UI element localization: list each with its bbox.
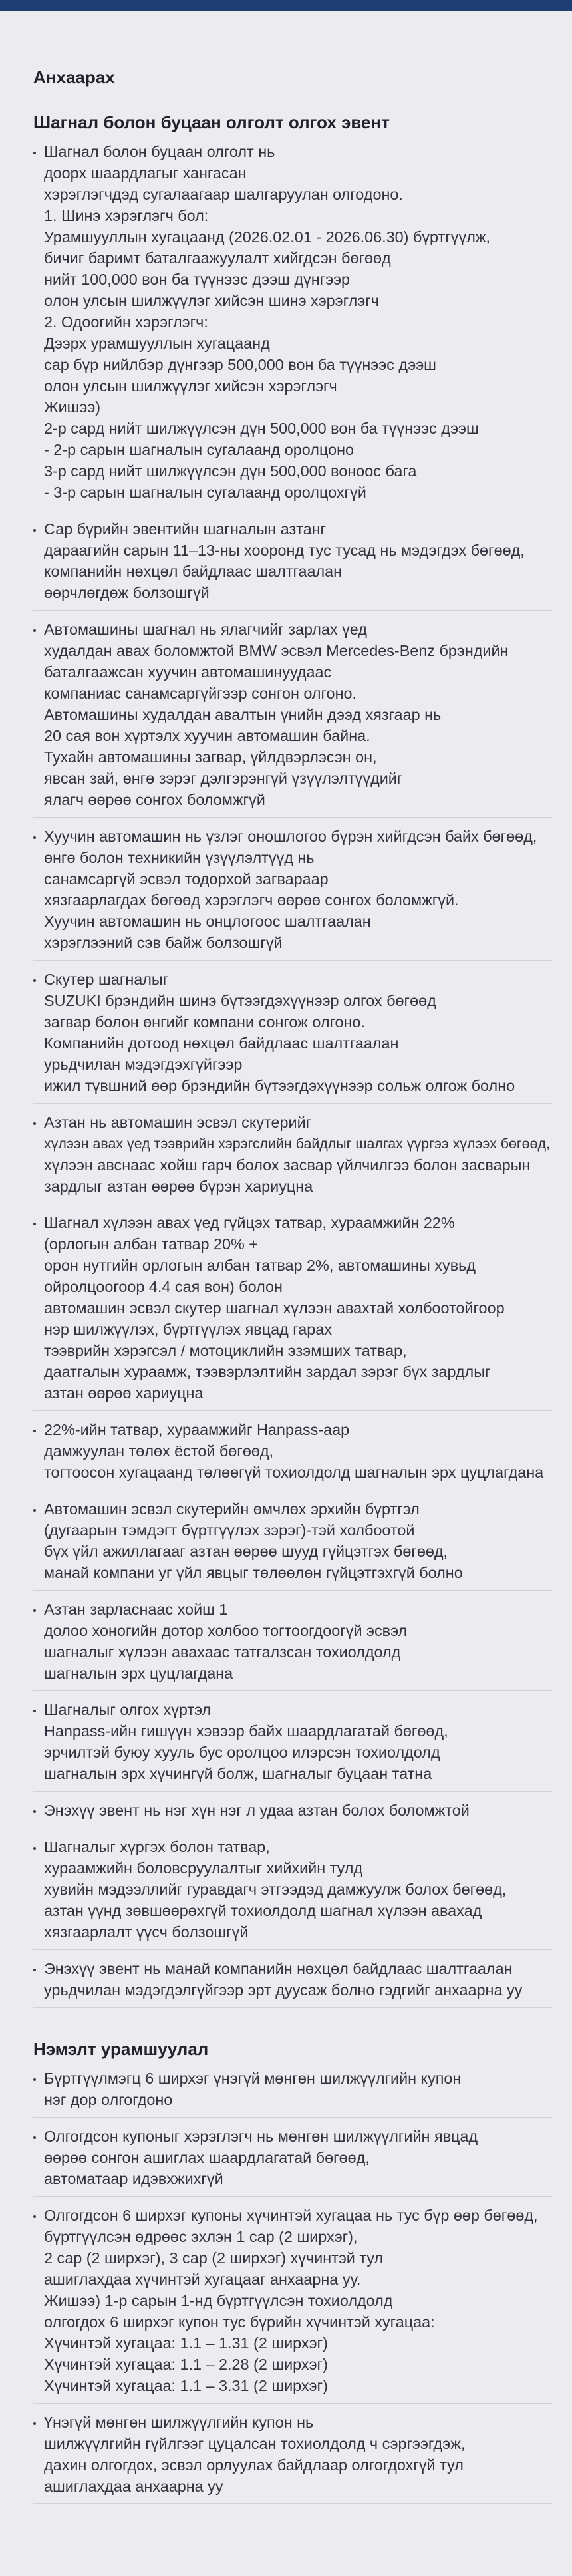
list-item-text-line: компанийн нөхцөл байдлаас шалтгаалан	[44, 563, 343, 580]
list-item	[33, 2205, 552, 2404]
list-item-text-line: ойролцоогоор 4.4 сая вон) болон	[44, 1278, 283, 1295]
list-item-text-line: урьдчилан мэдэгдэлгүйгээр эрт дуусаж болно гэдгийг анхаарна уу	[44, 1981, 523, 1999]
list-item-text-line: хураамжийн боловсруулалтыг хийхийн тулд	[44, 1859, 363, 1877]
list-item-text-line: бүх үйл ажиллагааг азтан өөрөө шууд гүйцэтгэх бөгөөд,	[44, 1543, 448, 1560]
notice-sections	[33, 112, 552, 2504]
list-item-text-line: ижил түвшний өөр брэндийн бүтээгдэхүүнээр сольж олгож болно	[44, 1077, 515, 1094]
list-item-text-line: Скутер шагналыг	[44, 971, 169, 988]
list-item-text-line: Шагналыг хүргэх болон татвар,	[44, 1838, 270, 1855]
list-item	[33, 1419, 552, 1490]
list-item-text-line: хувийн мэдээллийг гуравдагч этгээдэд дамжуулж болох бөгөөд,	[44, 1881, 507, 1898]
list-item-text-line: эрчилтэй буюу хууль бус оролцоо илэрсэн тохиолдолд	[44, 1744, 440, 1761]
list-item-text-line: Бүртгүүлмэгц 6 ширхэг үнэгүй мөнгөн шилжүүлгийн купон	[44, 2070, 462, 2087]
list-item-text-line: хүлээн авснаас хойш гарч болох засвар үйлчилгээ болон засварын	[44, 1156, 531, 1174]
list-item-text-line: тээврийн хэрэгсэл / мотоциклийн эзэмших татвар,	[44, 1342, 407, 1359]
list-item-text-line: автоматаар идэвхжихгүй	[44, 2170, 223, 2187]
list-item-text-line: дамжуулан төлөх ёстой бөгөөд,	[44, 1442, 274, 1460]
list-item-text-line: 22%-ийн татвар, хураамжийг Hanpass-аар	[44, 1421, 350, 1438]
list-item-text-line: Шагнал болон буцаан олголт нь	[44, 143, 275, 160]
list-item-text-line: хязгаарлалт үүсч болзошгүй	[44, 1923, 249, 1941]
list-item-text-line: дараагийн сарын 11–13-ны хооронд тус тусад нь мэдэгдэх бөгөөд,	[44, 542, 525, 559]
list-item-text-line: - 2-р сарын шагналын сугалаанд оролцоно	[44, 441, 355, 458]
notice-list	[33, 141, 552, 2008]
list-item-text-line: нэг дор олгогдоно	[44, 2091, 173, 2108]
list-item-text-line: сар бүр нийлбэр дүнгээр 500,000 вон ба түүнээс дээш	[44, 356, 436, 373]
list-item-text-line: доорх шаардлагыг хангасан	[44, 164, 247, 182]
list-item-text-line: Дээрх урамшууллын хугацаанд	[44, 335, 270, 352]
section-event-rules	[33, 112, 552, 2008]
list-item-text-line: Азтан нь автомашин эсвэл скутерийг	[44, 1114, 312, 1131]
list-item-text-line: олгогдох 6 ширхэг купон тус бүрийн хүчинтэй хугацаа:	[44, 2313, 435, 2331]
list-item-text-line: 3-р сард нийт шилжүүлсэн дүн 500,000 воноос бага	[44, 462, 417, 480]
list-item-text-line: компаниас санамсаргүйгээр сонгон олгоно.	[44, 685, 357, 702]
list-item-text-line: нэр шилжүүлэх, бүртгүүлэх явцад гарах	[44, 1321, 333, 1338]
list-item-text-line: урьдчилан мэдэгдэхгүйгээр	[44, 1056, 243, 1073]
list-item	[33, 1212, 552, 1411]
list-item-text-line: Хуучин автомашин нь үзлэг оношлогоо бүрэн хийгдсэн байх бөгөөд,	[44, 828, 537, 845]
list-item	[33, 141, 552, 510]
list-item-text-line: нийт 100,000 вон ба түүнээс дээш дүнгээр	[44, 271, 351, 288]
list-item-text-line: Hanpass-ийн гишүүн хэвээр байх шаардлагатай бөгөөд,	[44, 1722, 448, 1740]
list-item-text-line: Компанийн дотоод нөхцөл байдлаас шалтгаалан	[44, 1035, 399, 1052]
list-item	[33, 1800, 552, 1828]
list-item-text-line: (орлогын албан татвар 20% +	[44, 1235, 258, 1253]
list-item-text-line: ялагч өөрөө сонгох боломжгүй	[44, 791, 265, 808]
list-item-text-line: Жишээ) 1-р сарын 1-нд бүртгүүлсэн тохиолдолд	[44, 2292, 393, 2309]
list-item	[33, 1836, 552, 1950]
top-header-bar	[0, 0, 572, 11]
list-item-text-line: Автомашины худалдан авалтын үнийн дээд хязгаар нь	[44, 706, 442, 723]
page-title: Анхаарах	[33, 67, 115, 87]
list-item	[33, 619, 552, 818]
list-item	[33, 1699, 552, 1792]
list-item	[33, 1958, 552, 2008]
list-item	[33, 826, 552, 961]
list-item-text-line: Хүчинтэй хугацаа: 1.1 – 1.31 (2 ширхэг)	[44, 2334, 328, 2352]
list-item-text-line: хүлээн авах үед тээврийн хэрэгслийн байдлыг шалгах үүргээ хүлээх бөгөөд,	[44, 1136, 550, 1152]
list-item-text-line: баталгаажсан хуучин автомашинуудаас	[44, 663, 332, 681]
list-item-text-line: бүртгүүлсэн өдрөөс эхлэн 1 сар (2 ширхэг),	[44, 2228, 358, 2245]
list-item	[33, 2068, 552, 2118]
list-item-text-line: 2 сар (2 ширхэг), 3 сар (2 ширхэг) хүчинтэй тул	[44, 2249, 384, 2267]
list-item-text-line: бичиг баримт баталгаажуулалт хийгдсэн бөгөөд	[44, 249, 391, 267]
section-spacer	[33, 2016, 552, 2038]
list-item-text-line: шагналыг хүлээн авахаас татгалзсан тохиолдолд	[44, 1643, 401, 1661]
list-item-text-line: Урамшууллын хугацаанд (2026.02.01 - 2026.06.30) бүртгүүлж,	[44, 228, 490, 245]
list-item-text-line: өнгө болон техникийн үзүүлэлтүүд нь	[44, 849, 315, 866]
list-item-text-line: өөрчлөгдөж болзошгүй	[44, 584, 210, 601]
list-item-text-line: манай компани уг үйл явцыг төлөөлөн гүйцэтгэхгүй болно	[44, 1564, 463, 1581]
list-item-text-line: Олгогдсон 6 ширхэг купоны хүчинтэй хугацаа нь тус бүр өөр бөгөөд,	[44, 2207, 538, 2224]
list-item-text-line: загвар болон өнгийг компани сонгож олгоно.	[44, 1013, 365, 1031]
list-item-text-line: орон нутгийн орлогын албан татвар 2%, автомашины хувьд	[44, 1257, 476, 1274]
list-item-text-line: шилжүүлгийн гүйлгээг цуцалсан тохиолдолд ч сэргээгдэж,	[44, 2435, 466, 2452]
list-item	[33, 969, 552, 1104]
list-item-text-line: 1. Шинэ хэрэглэгч бол:	[44, 207, 209, 224]
list-item-text-line: Олгогдсон купоныг хэрэглэгч нь мөнгөн шилжүүлгийн явцад	[44, 2128, 478, 2145]
list-item-text-line: худалдан авах боломжтой BMW эсвэл Mercedes-Benz брэндийн	[44, 642, 509, 659]
notice-list	[33, 2068, 552, 2504]
list-item-text-line: - 3-р сарын шагналын сугалаанд оролцохгүй	[44, 484, 366, 501]
notice-content	[33, 67, 552, 2512]
list-item-text-line: Сар бүрийн эвентийн шагналын азтанг	[44, 520, 327, 538]
list-item-text-line: шагналын эрх цуцлагдана	[44, 1665, 233, 1682]
list-item-text-line: Автомашины шагнал нь ялагчийг зарлах үед	[44, 621, 367, 638]
section-extra-promotion	[33, 2038, 552, 2504]
list-item-text-line: ашиглахдаа анхаарна уу	[44, 2478, 223, 2495]
list-item-text-line: хязгаарлагдах бөгөөд хэрэглэгч өөрөө сонгох боломжгүй.	[44, 891, 459, 909]
list-item-text-line: Үнэгүй мөнгөн шилжүүлгийн купон нь	[44, 2414, 314, 2431]
list-item-text-line: Энэхүү эвент нь нэг хүн нэг л удаа азтан болох боломжтой	[44, 1802, 470, 1819]
list-item-text-line: Тухайн автомашины загвар, үйлдвэрлэсэн он,	[44, 748, 377, 766]
list-item-text-line: Жишээ)	[44, 399, 101, 416]
list-item-text-line: автомашин эсвэл скутер шагнал хүлээн авахтай холбоотойгоор	[44, 1299, 505, 1317]
list-item-text-line: санамсаргүй эсвэл тодорхой загвараар	[44, 870, 329, 887]
list-item-text-line: 2-р сард нийт шилжүүлсэн дүн 500,000 вон ба түүнээс дээш	[44, 420, 479, 437]
list-item-text-line: өөрөө сонгон ашиглах шаардлагатай бөгөөд,	[44, 2149, 370, 2166]
list-item-text-line: тогтоосон хугацаанд төлөөгүй тохиолдолд шагналын эрх цуцлагдана	[44, 1464, 544, 1481]
list-item-text-line: 20 сая вон хүртэлх хуучин автомашин байна.	[44, 727, 370, 744]
list-item	[33, 1498, 552, 1591]
list-item-text-line: Автомашин эсвэл скутерийн өмчлөх эрхийн бүртгэл	[44, 1500, 420, 1518]
list-item-text-line: олон улсын шилжүүлэг хийсэн шинэ хэрэглэгч	[44, 292, 379, 309]
list-item-text-line: Шагнал хүлээн авах үед гүйцэх татвар, хураамжийн 22%	[44, 1214, 455, 1231]
list-item-text-line: зардлыг азтан өөрөө бүрэн хариуцна	[44, 1178, 313, 1195]
list-item-text-line: долоо хоногийн дотор холбоо тогтоогдоогүй эсвэл	[44, 1622, 408, 1639]
list-item-text-line: азтан үүнд зөвшөөрөхгүй тохиолдолд шагнал хүлээн авахад	[44, 1902, 482, 1919]
list-item-text-line: олон улсын шилжүүлэг хийсэн хэрэглэгч	[44, 377, 337, 395]
list-item	[33, 1112, 552, 1204]
list-item-text-line: явсан зай, өнгө зэрэг дэлгэрэнгүй үзүүлэлтүүдийг	[44, 770, 403, 787]
section-title: Нэмэлт урамшуулал	[33, 2039, 209, 2059]
list-item-text-line: Хуучин автомашин нь онцлогоос шалтгаалан	[44, 913, 371, 930]
list-item-text-line: азтан өөрөө хариуцна	[44, 1384, 204, 1402]
list-item-text-line: Энэхүү эвент нь манай компанийн нөхцөл байдлаас шалтгаалан	[44, 1960, 513, 1977]
list-item-text-line: Хүчинтэй хугацаа: 1.1 – 3.31 (2 ширхэг)	[44, 2377, 328, 2394]
section-title: Шагнал болон буцаан олголт олгох эвент	[33, 112, 390, 132]
list-item-text-line: ашиглахдаа хүчинтэй хугацааг анхаарна уу.	[44, 2271, 361, 2288]
list-item-text-line: (дугаарын тэмдэгт бүртгүүлэх зэрэг)-тэй холбоотой	[44, 1522, 415, 1539]
list-item-text-line: Азтан зарласнаас хойш 1	[44, 1601, 228, 1618]
list-item-text-line: хэрэглээний сэв байж болзошгүй	[44, 934, 283, 951]
list-item-text-line: Шагналыг олгох хүртэл	[44, 1701, 212, 1718]
list-item	[33, 1599, 552, 1691]
list-item-text-line: хэрэглэгчдэд сугалаагаар шалгаруулан олгодоно.	[44, 186, 403, 203]
list-item	[33, 2126, 552, 2197]
list-item-text-line: 2. Одоогийн хэрэглэгч:	[44, 313, 208, 331]
list-item-text-line: даатгалын хураамж, тээвэрлэлтийн зардал зэрэг бүх зардлыг	[44, 1363, 491, 1380]
list-item-text-line: шагналын эрх хүчингүй болж, шагналыг буцаан татна	[44, 1765, 432, 1782]
list-item	[33, 518, 552, 611]
list-item-text-line: SUZUKI брэндийн шинэ бүтээгдэхүүнээр олгох бөгөөд	[44, 992, 436, 1009]
list-item-text-line: Хүчинтэй хугацаа: 1.1 – 2.28 (2 ширхэг)	[44, 2356, 328, 2373]
list-item-text-line: дахин олгогдох, эсвэл орлуулах байдлаар олгогдохгүй тул	[44, 2456, 464, 2474]
list-item	[33, 2412, 552, 2504]
